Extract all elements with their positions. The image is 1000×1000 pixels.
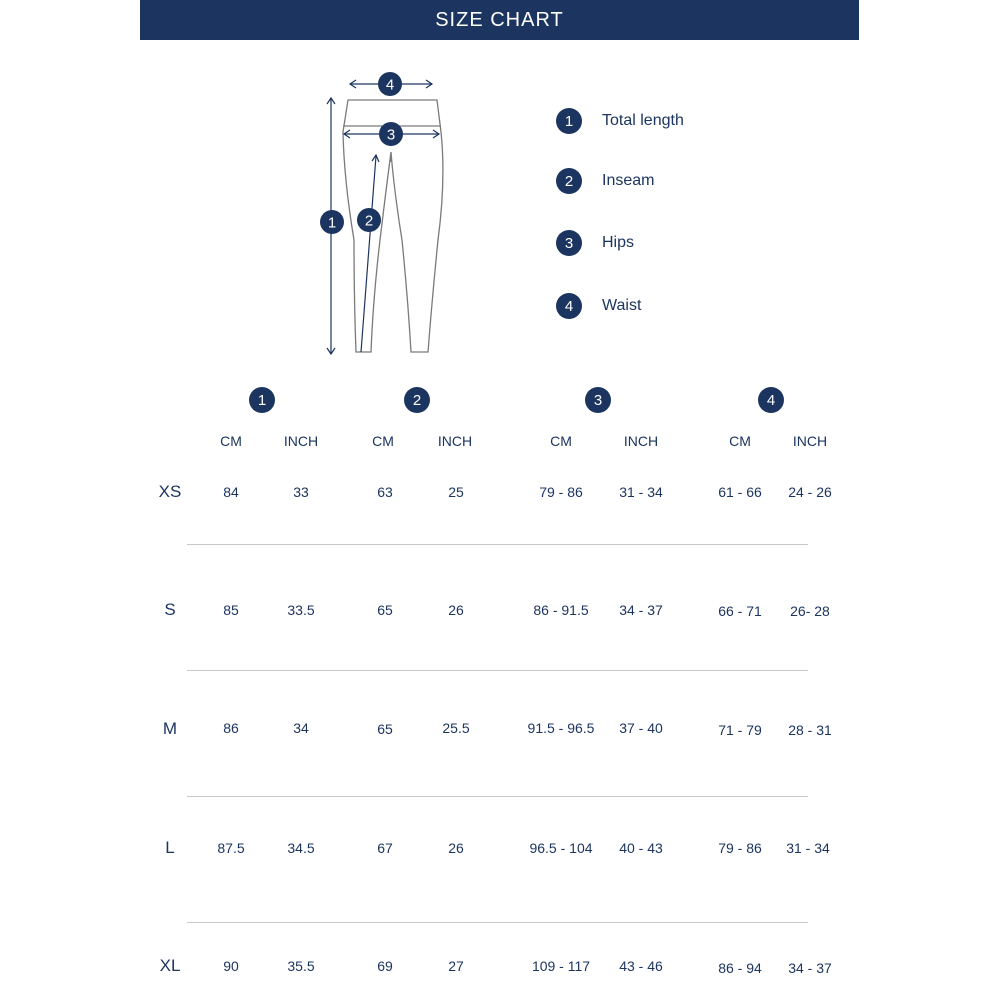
legend-label: Waist bbox=[602, 297, 642, 314]
size-label: S bbox=[164, 600, 176, 619]
unit-header: CM bbox=[550, 433, 572, 449]
legend-badge: 4 bbox=[556, 293, 582, 319]
leggings-diagram bbox=[0, 0, 1000, 380]
diagram-marker-1 bbox=[320, 210, 344, 234]
table-cell: 86 - 94 bbox=[718, 960, 762, 976]
legend-label: Total length bbox=[602, 112, 684, 129]
table-cell: 66 - 71 bbox=[718, 603, 762, 619]
unit-header: INCH bbox=[792, 433, 828, 449]
size-label: XS bbox=[158, 482, 182, 501]
svg-text:2: 2 bbox=[364, 212, 374, 230]
table-cell: 24 - 26 bbox=[788, 484, 832, 500]
row-divider bbox=[187, 796, 808, 797]
table-cell: 33 bbox=[293, 484, 309, 500]
diagram-marker-3 bbox=[379, 122, 403, 146]
table-cell: 86 bbox=[223, 720, 239, 736]
table-cell: 65 bbox=[377, 721, 393, 737]
unit-header: CM bbox=[220, 433, 242, 449]
size-label: L bbox=[165, 838, 175, 857]
legend-label: Inseam bbox=[602, 172, 655, 189]
legend-badge: 2 bbox=[556, 168, 582, 194]
svg-text:3: 3 bbox=[386, 126, 396, 144]
unit-header: INCH bbox=[437, 433, 473, 449]
row-divider bbox=[187, 922, 808, 923]
row-divider bbox=[187, 670, 808, 671]
table-cell: 79 - 86 bbox=[718, 840, 762, 856]
column-badge-3: 3 bbox=[585, 387, 611, 413]
table-cell: 37 - 40 bbox=[619, 720, 663, 736]
table-cell: 34 - 37 bbox=[788, 960, 832, 976]
table-cell: 34 - 37 bbox=[619, 602, 663, 618]
unit-header: CM bbox=[729, 433, 751, 449]
legend-badge: 3 bbox=[556, 230, 582, 256]
table-cell: 84 bbox=[223, 484, 239, 500]
table-cell: 26- 28 bbox=[790, 603, 830, 619]
table-cell: 27 bbox=[448, 958, 464, 974]
svg-text:1: 1 bbox=[327, 214, 337, 232]
table-cell: 96.5 - 104 bbox=[529, 840, 593, 856]
table-cell: 87.5 bbox=[217, 840, 245, 856]
table-cell: 26 bbox=[448, 840, 464, 856]
page-title: SIZE CHART bbox=[435, 8, 564, 31]
table-cell: 35.5 bbox=[287, 958, 315, 974]
unit-header: CM bbox=[372, 433, 394, 449]
table-cell: 40 - 43 bbox=[619, 840, 663, 856]
diagram-marker-2 bbox=[357, 208, 381, 232]
table-cell: 69 bbox=[377, 958, 393, 974]
table-cell: 63 bbox=[377, 484, 393, 500]
size-label: M bbox=[162, 719, 178, 738]
table-cell: 65 bbox=[377, 602, 393, 618]
table-cell: 25 bbox=[448, 484, 464, 500]
legend-item-total-length bbox=[556, 108, 816, 134]
table-cell: 90 bbox=[223, 958, 239, 974]
table-cell: 26 bbox=[448, 602, 464, 618]
table-cell: 34 bbox=[293, 720, 309, 736]
table-cell: 79 - 86 bbox=[539, 484, 583, 500]
unit-header: INCH bbox=[623, 433, 659, 449]
svg-text:4: 4 bbox=[385, 76, 395, 94]
table-cell: 91.5 - 96.5 bbox=[527, 720, 595, 736]
table-cell: 25.5 bbox=[442, 720, 470, 736]
table-cell: 86 - 91.5 bbox=[533, 602, 589, 618]
table-cell: 109 - 117 bbox=[531, 958, 591, 974]
table-cell: 31 - 34 bbox=[786, 840, 830, 856]
legend-item-inseam bbox=[556, 168, 816, 194]
diagram-marker-4 bbox=[378, 72, 402, 96]
table-cell: 61 - 66 bbox=[718, 484, 762, 500]
table-cell: 43 - 46 bbox=[619, 958, 663, 974]
table-cell: 71 - 79 bbox=[718, 722, 762, 738]
size-label: XL bbox=[159, 956, 181, 975]
table-cell: 85 bbox=[223, 602, 239, 618]
unit-header: INCH bbox=[283, 433, 319, 449]
legend-item-waist bbox=[556, 293, 816, 319]
column-badge-4: 4 bbox=[758, 387, 784, 413]
legend-item-hips bbox=[556, 230, 816, 256]
column-badge-2: 2 bbox=[404, 387, 430, 413]
table-cell: 34.5 bbox=[287, 840, 315, 856]
legend-label: Hips bbox=[602, 234, 635, 251]
table-cell: 28 - 31 bbox=[788, 722, 832, 738]
legend-badge: 1 bbox=[556, 108, 582, 134]
table-cell: 67 bbox=[377, 840, 393, 856]
table-cell: 33.5 bbox=[287, 602, 315, 618]
row-divider bbox=[187, 544, 808, 545]
column-badge-1: 1 bbox=[249, 387, 275, 413]
table-cell: 31 - 34 bbox=[619, 484, 663, 500]
